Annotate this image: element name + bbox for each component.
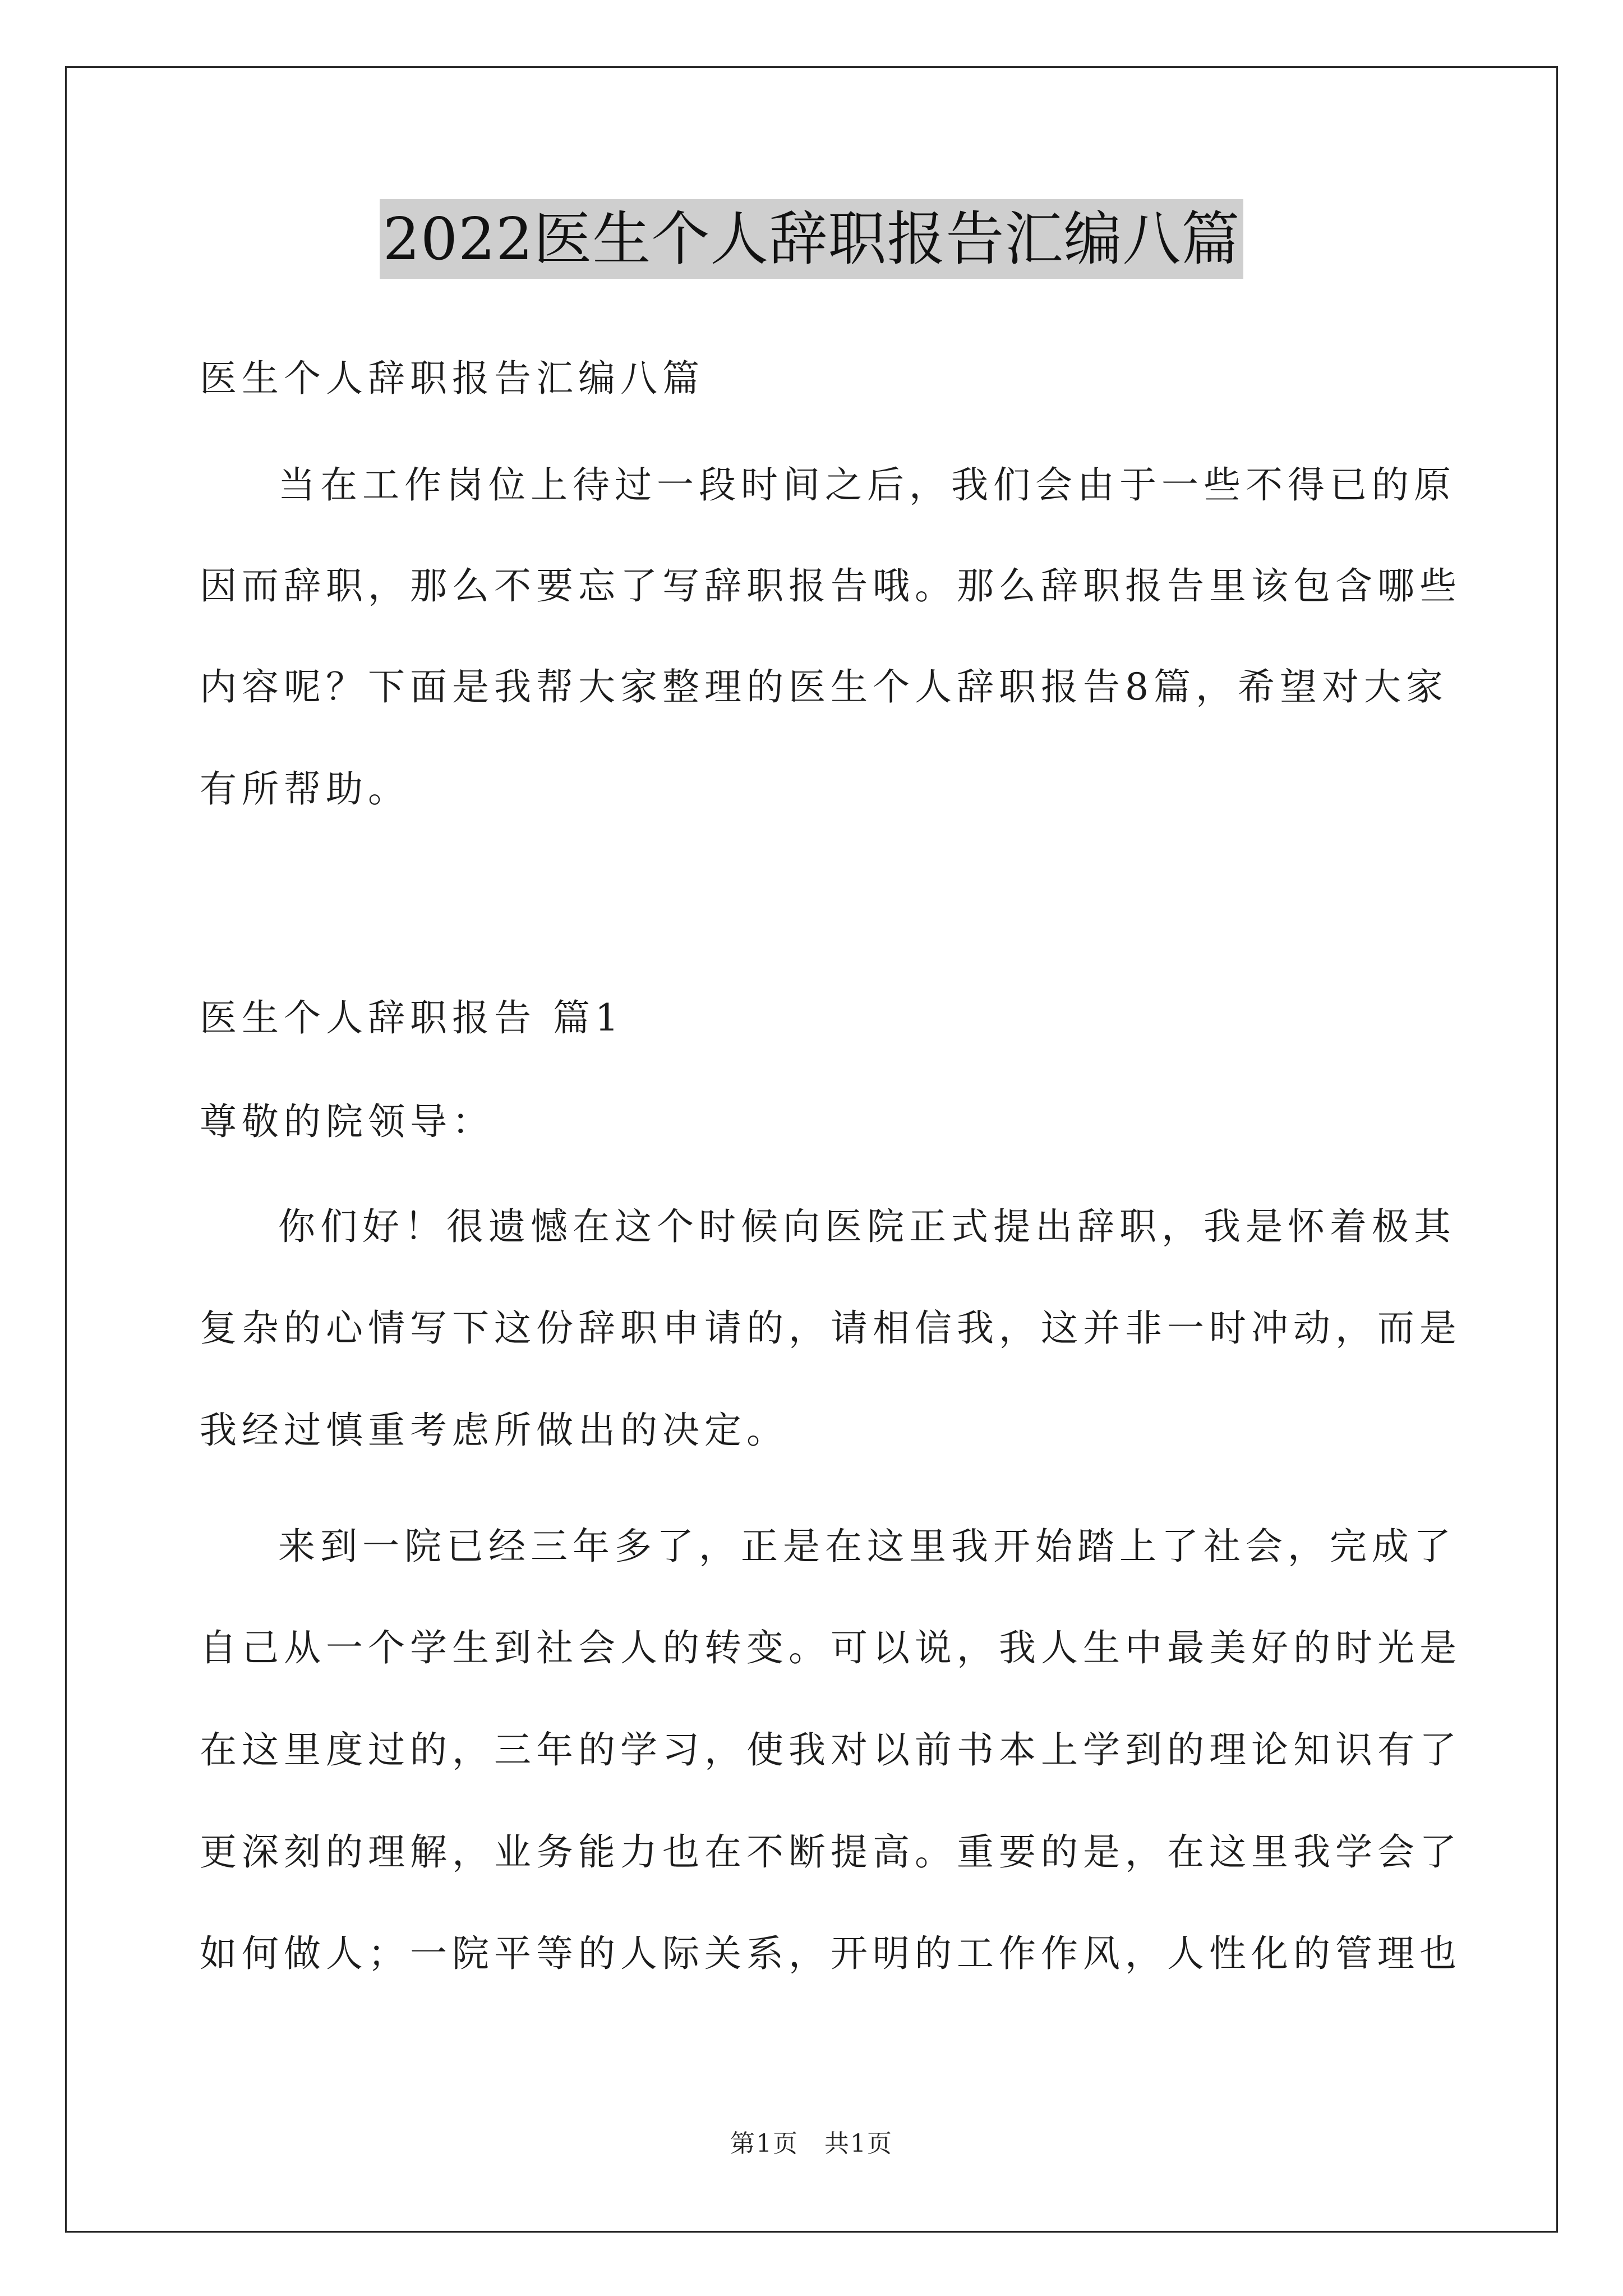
paragraph-line: 来到一院已经三年多了，正是在这里我开始踏上了社会，完成了 [278,1525,1456,1568]
paragraph-line: 如何做人；一院平等的人际关系，开明的工作作风，人性化的管理也 [200,1932,1461,1975]
paragraph-line: 我经过慎重考虑所做出的决定。 [200,1409,789,1452]
intro-line: 因而辞职，那么不要忘了写辞职报告哦。那么辞职报告里该包含哪些 [200,564,1461,608]
paragraph-line: 更深刻的理解，业务能力也在不断提高。重要的是，在这里我学会了 [200,1830,1461,1874]
paragraph-line: 你们好！很遗憾在这个时候向医院正式提出辞职，我是怀着极其 [278,1205,1456,1248]
page-footer: 第1页 共1页 [730,2129,893,2158]
paragraph-line: 复杂的心情写下这份辞职申请的，请相信我，这并非一时冲动，而是 [200,1306,1461,1350]
title-container [0,199,1623,279]
paragraph-line: 在这里度过的，三年的学习，使我对以前书本上学到的理论知识有了 [200,1728,1461,1772]
intro-line: 当在工作岗位上待过一段时间之后，我们会由于一些不得已的原 [278,463,1456,507]
document-subtitle: 医生个人辞职报告汇编八篇 [200,357,704,400]
section-heading: 医生个人辞职报告 篇1 [200,996,624,1039]
intro-line: 内容呢？下面是我帮大家整理的医生个人辞职报告8篇，希望对大家 [200,665,1448,708]
paragraph-line: 自己从一个学生到社会人的转变。可以说，我人生中最美好的时光是 [200,1626,1461,1669]
document-title: 2022医生个人辞职报告汇编八篇 [380,199,1244,279]
salutation: 尊敬的院领导： [200,1100,494,1143]
intro-line: 有所帮助。 [200,767,410,811]
